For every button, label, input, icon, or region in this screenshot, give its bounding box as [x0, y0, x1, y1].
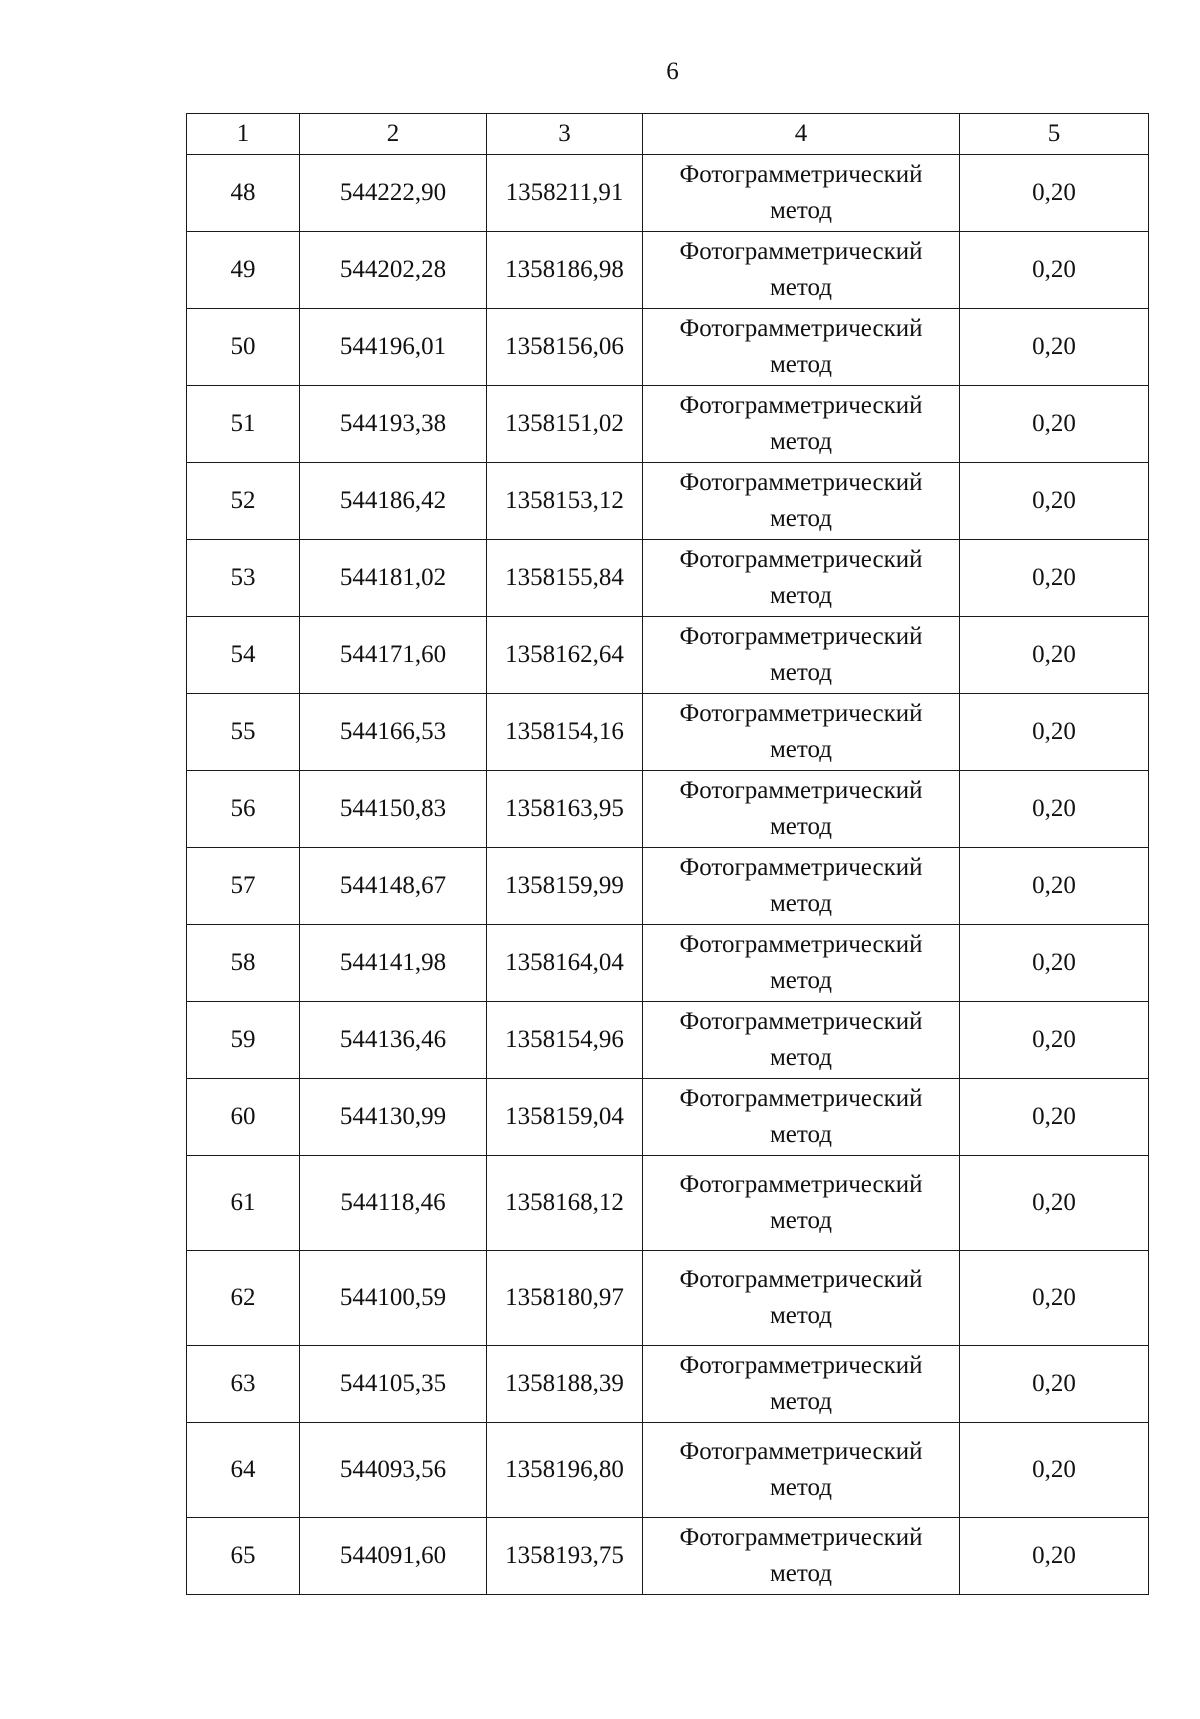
accuracy-cell: 0,20	[960, 1002, 1149, 1079]
y-coordinate-cell: 1358168,12	[487, 1156, 643, 1251]
method-line-2: метод	[769, 582, 832, 609]
method-line-2: метод	[769, 274, 832, 301]
method-line-1: Фотограмметрический	[679, 1265, 923, 1293]
method-cell	[643, 386, 960, 463]
method-cell	[643, 540, 960, 617]
method-line-1: Фотограмметрический	[679, 699, 923, 727]
method-line-1: Фотограмметрический	[679, 314, 923, 342]
y-coordinate-cell: 1358162,64	[487, 617, 643, 694]
x-coordinate-cell: 544148,67	[300, 848, 487, 925]
x-coordinate-cell: 544186,42	[300, 463, 487, 540]
y-coordinate-cell: 1358154,16	[487, 694, 643, 771]
table-row	[187, 617, 1149, 694]
y-coordinate-cell: 1358186,98	[487, 232, 643, 309]
table-row	[187, 463, 1149, 540]
method-line-1: Фотограмметрический	[679, 545, 923, 573]
x-coordinate-cell: 544193,38	[300, 386, 487, 463]
method-cell	[643, 1518, 960, 1595]
point-number-cell: 60	[187, 1079, 300, 1156]
point-number-cell: 58	[187, 925, 300, 1002]
y-coordinate-cell: 1358151,02	[487, 386, 643, 463]
method-line-2: метод	[769, 1560, 832, 1587]
x-coordinate-cell: 544105,35	[300, 1346, 487, 1423]
table-row	[187, 1423, 1149, 1518]
method-cell	[643, 463, 960, 540]
point-number-cell: 55	[187, 694, 300, 771]
y-coordinate-cell: 1358196,80	[487, 1423, 643, 1518]
page-number: 6	[666, 58, 679, 85]
method-cell	[643, 1002, 960, 1079]
accuracy-cell: 0,20	[960, 386, 1149, 463]
accuracy-cell: 0,20	[960, 1518, 1149, 1595]
y-coordinate-cell: 1358180,97	[487, 1251, 643, 1346]
y-coordinate-cell: 1358193,75	[487, 1518, 643, 1595]
table-row	[187, 1156, 1149, 1251]
method-line-2: метод	[769, 1474, 832, 1501]
point-number-cell: 53	[187, 540, 300, 617]
point-number-cell: 50	[187, 309, 300, 386]
point-number-cell: 61	[187, 1156, 300, 1251]
x-coordinate-cell: 544091,60	[300, 1518, 487, 1595]
method-line-1: Фотограмметрический	[679, 160, 923, 188]
y-coordinate-cell: 1358156,06	[487, 309, 643, 386]
accuracy-cell: 0,20	[960, 925, 1149, 1002]
method-line-1: Фотограмметрический	[679, 468, 923, 496]
table-row	[187, 694, 1149, 771]
point-number-cell: 59	[187, 1002, 300, 1079]
method-line-1: Фотограмметрический	[679, 1007, 923, 1035]
method-line-2: метод	[769, 1121, 832, 1148]
table-row	[187, 1518, 1149, 1595]
method-line-1: Фотограмметрический	[679, 1437, 923, 1465]
table-row	[187, 386, 1149, 463]
x-coordinate-cell: 544100,59	[300, 1251, 487, 1346]
method-cell	[643, 771, 960, 848]
method-line-2: метод	[769, 1207, 832, 1234]
point-number-cell: 56	[187, 771, 300, 848]
method-cell	[643, 1156, 960, 1251]
accuracy-cell: 0,20	[960, 1079, 1149, 1156]
x-coordinate-cell: 544202,28	[300, 232, 487, 309]
accuracy-cell: 0,20	[960, 1346, 1149, 1423]
point-number-cell: 54	[187, 617, 300, 694]
method-line-2: метод	[769, 967, 832, 994]
y-coordinate-cell: 1358154,96	[487, 1002, 643, 1079]
method-line-1: Фотограмметрический	[679, 853, 923, 881]
method-cell	[643, 309, 960, 386]
accuracy-cell: 0,20	[960, 155, 1149, 232]
accuracy-cell: 0,20	[960, 309, 1149, 386]
x-coordinate-cell: 544181,02	[300, 540, 487, 617]
method-line-1: Фотограмметрический	[679, 776, 923, 804]
accuracy-cell: 0,20	[960, 694, 1149, 771]
table-row	[187, 848, 1149, 925]
x-coordinate-cell: 544130,99	[300, 1079, 487, 1156]
point-number-cell: 65	[187, 1518, 300, 1595]
method-cell	[643, 232, 960, 309]
header-col-2: 2	[300, 114, 487, 155]
method-line-1: Фотограмметрический	[679, 1084, 923, 1112]
point-number-cell: 63	[187, 1346, 300, 1423]
x-coordinate-cell: 544222,90	[300, 155, 487, 232]
point-number-cell: 52	[187, 463, 300, 540]
method-line-1: Фотограмметрический	[679, 622, 923, 650]
accuracy-cell: 0,20	[960, 771, 1149, 848]
header-col-1: 1	[187, 114, 300, 155]
table-row	[187, 1002, 1149, 1079]
method-cell	[643, 1251, 960, 1346]
accuracy-cell: 0,20	[960, 617, 1149, 694]
method-line-2: метод	[769, 813, 832, 840]
table-row	[187, 155, 1149, 232]
coordinates-table	[186, 113, 1149, 1595]
point-number-cell: 49	[187, 232, 300, 309]
method-line-2: метод	[769, 428, 832, 455]
table-header	[187, 114, 1149, 155]
y-coordinate-cell: 1358153,12	[487, 463, 643, 540]
accuracy-cell: 0,20	[960, 848, 1149, 925]
method-line-1: Фотограмметрический	[679, 1170, 923, 1198]
x-coordinate-cell: 544150,83	[300, 771, 487, 848]
point-number-cell: 64	[187, 1423, 300, 1518]
method-line-1: Фотограмметрический	[679, 1523, 923, 1551]
x-coordinate-cell: 544136,46	[300, 1002, 487, 1079]
method-cell	[643, 1079, 960, 1156]
table-row	[187, 1251, 1149, 1346]
method-cell	[643, 1423, 960, 1518]
y-coordinate-cell: 1358164,04	[487, 925, 643, 1002]
method-cell	[643, 925, 960, 1002]
method-cell	[643, 155, 960, 232]
table-row	[187, 540, 1149, 617]
method-line-2: метод	[769, 736, 832, 763]
x-coordinate-cell: 544093,56	[300, 1423, 487, 1518]
y-coordinate-cell: 1358159,99	[487, 848, 643, 925]
header-col-4: 4	[643, 114, 960, 155]
point-number-cell: 62	[187, 1251, 300, 1346]
x-coordinate-cell: 544141,98	[300, 925, 487, 1002]
accuracy-cell: 0,20	[960, 1251, 1149, 1346]
x-coordinate-cell: 544171,60	[300, 617, 487, 694]
y-coordinate-cell: 1358159,04	[487, 1079, 643, 1156]
point-number-cell: 51	[187, 386, 300, 463]
y-coordinate-cell: 1358155,84	[487, 540, 643, 617]
header-col-5: 5	[960, 114, 1149, 155]
x-coordinate-cell: 544166,53	[300, 694, 487, 771]
accuracy-cell: 0,20	[960, 232, 1149, 309]
y-coordinate-cell: 1358188,39	[487, 1346, 643, 1423]
accuracy-cell: 0,20	[960, 1423, 1149, 1518]
header-col-3: 3	[487, 114, 643, 155]
method-line-2: метод	[769, 1044, 832, 1071]
method-line-2: метод	[769, 1388, 832, 1415]
y-coordinate-cell: 1358211,91	[487, 155, 643, 232]
table-row	[187, 1346, 1149, 1423]
method-line-2: метод	[769, 197, 832, 224]
table-row	[187, 309, 1149, 386]
y-coordinate-cell: 1358163,95	[487, 771, 643, 848]
table-row	[187, 232, 1149, 309]
method-line-1: Фотограмметрический	[679, 930, 923, 958]
method-line-2: метод	[769, 1302, 832, 1329]
accuracy-cell: 0,20	[960, 1156, 1149, 1251]
method-line-2: метод	[769, 890, 832, 917]
accuracy-cell: 0,20	[960, 463, 1149, 540]
method-cell	[643, 617, 960, 694]
x-coordinate-cell: 544196,01	[300, 309, 487, 386]
method-line-1: Фотограмметрический	[679, 391, 923, 419]
method-cell	[643, 1346, 960, 1423]
method-line-1: Фотограмметрический	[679, 1351, 923, 1379]
point-number-cell: 48	[187, 155, 300, 232]
table-row	[187, 1079, 1149, 1156]
method-cell	[643, 848, 960, 925]
method-cell	[643, 694, 960, 771]
method-line-2: метод	[769, 351, 832, 378]
method-line-2: метод	[769, 659, 832, 686]
table-row	[187, 925, 1149, 1002]
table-row	[187, 771, 1149, 848]
accuracy-cell: 0,20	[960, 540, 1149, 617]
method-line-1: Фотограмметрический	[679, 237, 923, 265]
table-body	[187, 155, 1149, 1595]
header-row	[187, 114, 1149, 155]
method-line-2: метод	[769, 505, 832, 532]
point-number-cell: 57	[187, 848, 300, 925]
x-coordinate-cell: 544118,46	[300, 1156, 487, 1251]
